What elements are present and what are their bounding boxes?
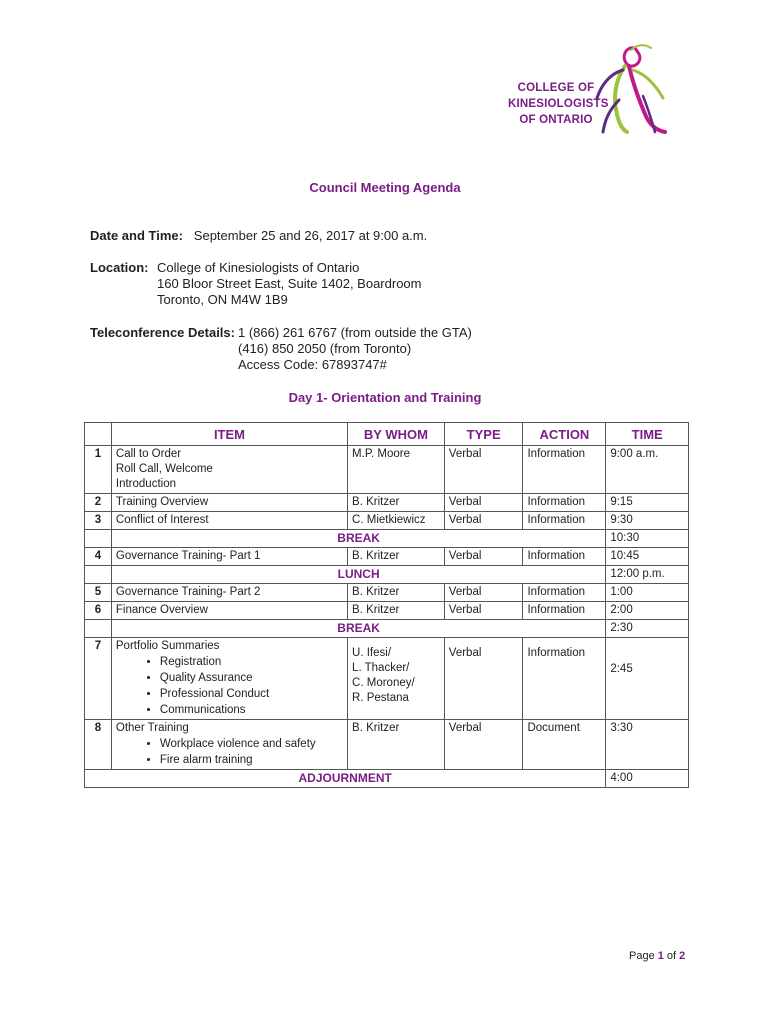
lunch-row bbox=[85, 566, 689, 584]
row-time: 10:45 bbox=[606, 548, 689, 566]
row-type: Verbal bbox=[444, 638, 523, 720]
logo-wordmark bbox=[508, 80, 609, 128]
table-row bbox=[85, 602, 689, 620]
row-action: Information bbox=[523, 638, 606, 720]
page-of: of bbox=[663, 950, 680, 962]
day-heading: Day 1- Orientation and Training bbox=[288, 390, 482, 405]
item-line: Introduction bbox=[115, 478, 176, 490]
date-label: Date and Time: bbox=[90, 228, 183, 243]
table-row bbox=[85, 638, 689, 720]
location-line: 160 Bloor Street East, Suite 1402, Boardroom bbox=[157, 276, 422, 291]
row-number: 4 bbox=[85, 548, 112, 566]
table-header-row bbox=[85, 423, 689, 446]
row-action: Information bbox=[523, 494, 606, 512]
row-by-whom: B. Kritzer bbox=[348, 548, 445, 566]
row-action: Information bbox=[523, 446, 606, 494]
page-total: 2 bbox=[679, 950, 686, 962]
adjournment-label: ADJOURNMENT bbox=[85, 770, 606, 788]
row-type: Verbal bbox=[444, 512, 523, 530]
tele-line: (416) 850 2050 (from Toronto) bbox=[238, 341, 412, 356]
date-time-block bbox=[90, 228, 427, 244]
row-time: 9:30 bbox=[606, 512, 689, 530]
who-line: R. Pestana bbox=[352, 692, 409, 704]
row-by-whom: B. Kritzer bbox=[348, 494, 445, 512]
header-by-whom: BY WHOM bbox=[348, 423, 445, 446]
row-by-whom: C. Mietkiewicz bbox=[348, 512, 445, 530]
row-by-whom: B. Kritzer bbox=[348, 720, 445, 770]
row-action: Document bbox=[523, 720, 606, 770]
break-label: BREAK bbox=[111, 620, 605, 638]
header-type: TYPE bbox=[444, 423, 523, 446]
row-item bbox=[111, 720, 347, 770]
row-number: 1 bbox=[85, 446, 112, 494]
row-by-whom bbox=[348, 638, 445, 720]
row-time: 2:00 bbox=[606, 602, 689, 620]
who-line: C. Moroney/ bbox=[352, 677, 415, 689]
table-row bbox=[85, 512, 689, 530]
row-time: 3:30 bbox=[606, 720, 689, 770]
break-label: BREAK bbox=[111, 530, 605, 548]
location-label: Location: bbox=[90, 260, 149, 275]
table-row bbox=[85, 548, 689, 566]
header-time: TIME bbox=[606, 423, 689, 446]
page-prefix: Page bbox=[629, 950, 658, 962]
table-row bbox=[85, 584, 689, 602]
row-item bbox=[111, 446, 347, 494]
row-number: 6 bbox=[85, 602, 112, 620]
row-type: Verbal bbox=[444, 584, 523, 602]
list-item: • Professional Conduct bbox=[160, 686, 343, 702]
row-type: Verbal bbox=[444, 494, 523, 512]
break-row bbox=[85, 530, 689, 548]
list-item: • Fire alarm training bbox=[160, 752, 343, 768]
row-action: Information bbox=[523, 548, 606, 566]
row-time: 1:00 bbox=[606, 584, 689, 602]
adjournment-row bbox=[85, 770, 689, 788]
who-line: L. Thacker/ bbox=[352, 662, 410, 674]
row-number: 8 bbox=[85, 720, 112, 770]
lunch-label: LUNCH bbox=[111, 566, 605, 584]
row-number: 7 bbox=[85, 638, 112, 720]
teleconference-label: Teleconference Details: bbox=[90, 325, 235, 340]
list-item: • Registration bbox=[160, 654, 343, 670]
tele-line: Access Code: 67893747# bbox=[238, 357, 387, 372]
lunch-time: 12:00 p.m. bbox=[606, 566, 689, 584]
row-time: 9:00 a.m. bbox=[606, 446, 689, 494]
row-by-whom: B. Kritzer bbox=[348, 584, 445, 602]
header-number bbox=[85, 423, 112, 446]
bullet-list bbox=[116, 736, 343, 768]
logo-line-3: OF ONTARIO bbox=[519, 114, 593, 126]
row-number: 3 bbox=[85, 512, 112, 530]
item-line: Roll Call, Welcome bbox=[115, 463, 213, 475]
row-item bbox=[111, 638, 347, 720]
item-line: Call to Order bbox=[115, 448, 182, 460]
row-action: Information bbox=[523, 512, 606, 530]
table-row bbox=[85, 446, 689, 494]
agenda-table bbox=[84, 422, 689, 788]
row-number: 2 bbox=[85, 494, 112, 512]
agenda-title: Council Meeting Agenda bbox=[309, 180, 461, 195]
row-type: Verbal bbox=[444, 602, 523, 620]
list-item: • Quality Assurance bbox=[160, 670, 343, 686]
break-row bbox=[85, 620, 689, 638]
logo-line-2: KINESIOLOGISTS bbox=[508, 98, 609, 110]
break-time: 2:30 bbox=[606, 620, 689, 638]
row-item: Governance Training- Part 2 bbox=[111, 584, 347, 602]
row-action: Information bbox=[523, 584, 606, 602]
header-item: ITEM bbox=[111, 423, 347, 446]
table-row bbox=[85, 720, 689, 770]
date-value: September 25 and 26, 2017 at 9:00 a.m. bbox=[193, 228, 428, 243]
row-action: Information bbox=[523, 602, 606, 620]
row-by-whom: B. Kritzer bbox=[348, 602, 445, 620]
item-line: Other Training bbox=[115, 722, 189, 734]
adjournment-time: 4:00 bbox=[606, 770, 689, 788]
table-row bbox=[85, 494, 689, 512]
row-item: Governance Training- Part 1 bbox=[111, 548, 347, 566]
tele-line: 1 (866) 261 6767 (from outside the GTA) bbox=[238, 325, 472, 340]
row-time: 2:45 bbox=[606, 638, 689, 720]
row-type: Verbal bbox=[444, 446, 523, 494]
row-item: Finance Overview bbox=[111, 602, 347, 620]
item-line: Portfolio Summaries bbox=[115, 640, 220, 652]
location-address bbox=[157, 260, 422, 308]
teleconference-details bbox=[238, 325, 472, 373]
row-type: Verbal bbox=[444, 548, 523, 566]
list-item: • Communications bbox=[160, 702, 343, 718]
bullet-list bbox=[116, 654, 343, 718]
row-by-whom: M.P. Moore bbox=[348, 446, 445, 494]
row-item: Training Overview bbox=[111, 494, 347, 512]
header-action: ACTION bbox=[523, 423, 606, 446]
page-number bbox=[629, 950, 685, 962]
row-number: 5 bbox=[85, 584, 112, 602]
location-line: College of Kinesiologists of Ontario bbox=[157, 260, 360, 275]
who-line: U. Ifesi/ bbox=[352, 647, 392, 659]
list-item: • Workplace violence and safety bbox=[160, 736, 343, 752]
row-time: 9:15 bbox=[606, 494, 689, 512]
row-type: Verbal bbox=[444, 720, 523, 770]
location-line: Toronto, ON M4W 1B9 bbox=[157, 292, 288, 307]
logo-line-1: COLLEGE OF bbox=[517, 82, 595, 94]
break-time: 10:30 bbox=[606, 530, 689, 548]
page-current: 1 bbox=[657, 950, 664, 962]
row-item: Conflict of Interest bbox=[111, 512, 347, 530]
